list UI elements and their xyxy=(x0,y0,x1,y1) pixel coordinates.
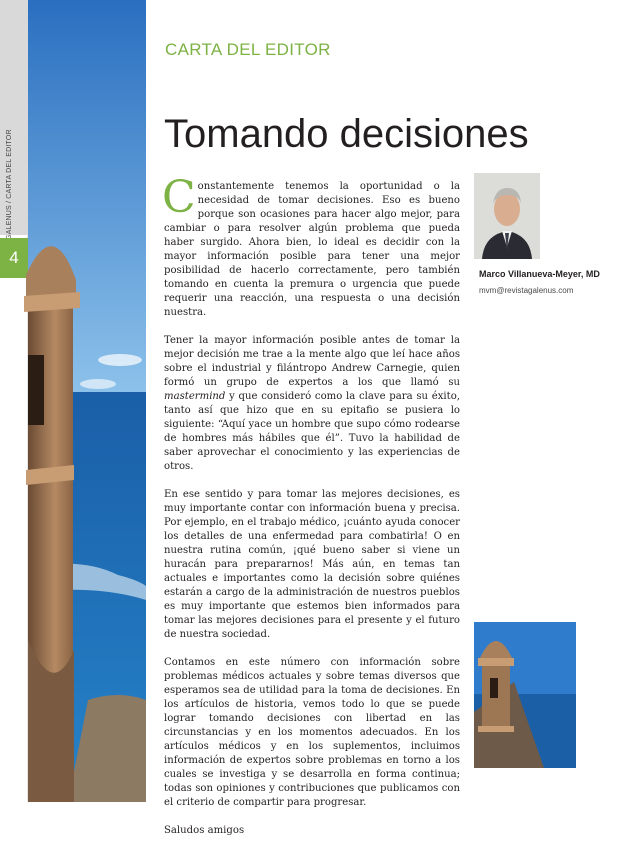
paragraph-3: En ese sentido y para tomar las mejores decisiones, es muy importante contar con información buena y precisa. Por ejemplo, en el trabajo médico, ¡cuánto ayuda conocer los detalles de una enfermedad para combatirla! O en nuestra rutina común, ¡qué bueno saber si viene un huracán para prepararnos! Más aún, en temas tan actuales e importantes como la decisión sobre quiénes estarán a cargo de la administración de nuestros pueblos es muy importante que estemos bien informados para tomar las mejores decisiones para el presente y el futuro de nuestra sociedad. xyxy=(164,489,460,640)
paragraph-1 xyxy=(162,172,460,320)
paragraph-2-text-b: y que consideró como la clave para su éxito, tanto así que hizo que en su epitafio se pusiera lo siguiente: “Aquí yace un hombre que supo cómo rodearse de hombres más hábiles que él”. Tuvo la habilidad de saber aprovechar el conocimiento y las experiencias de otros. xyxy=(164,391,460,472)
article-body xyxy=(162,172,460,852)
paragraph-2 xyxy=(164,334,460,474)
author-photo xyxy=(474,173,540,259)
paragraph-2-text-a: Tener la mayor información posible antes de tomar la mejor decisión me trae a la mente algo que leí hace años sobre el industrial y filántropo Andrew Carnegie, quien formó un grupo de expertos a los que llamó su xyxy=(164,335,460,388)
author-name: Marco Villanueva-Meyer, MD xyxy=(479,269,600,279)
margin-gray-band xyxy=(0,0,28,235)
small-sentry-box-photo xyxy=(474,622,576,768)
closing-line: Saludos amigos xyxy=(164,825,245,836)
author-email[interactable]: mvm@revistagalenus.com xyxy=(479,286,574,295)
sentry-box-illustration xyxy=(28,0,146,802)
mastermind-term: mastermind xyxy=(164,391,226,402)
left-margin-strip xyxy=(0,0,28,802)
paragraph-1-text: onstantemente tenemos la oportunidad o la necesidad de tomar decisiones. Eso es bueno porque son ocasiones para hacer algo mejor, para cambiar o para resolver algún problema que pueda haber surgido. Ahora bien, lo ideal es decidir con la mayor información posible para tener una mejor posibilidad de hacerlo correctamente, pero también tomando en cuenta la premura o urgencia que puede requerir una reacción, una respuesta o una decisión nuestra. xyxy=(164,181,460,318)
section-title: CARTA DEL EDITOR xyxy=(165,40,331,59)
drop-cap: C xyxy=(162,172,196,223)
article-headline: Tomando decisiones xyxy=(164,112,529,156)
page-number: 4 xyxy=(0,238,28,278)
paragraph-4: Contamos en este número con información sobre problemas médicos actuales y sobre temas diversos que esperamos sea de utilidad para la toma de decisiones. En los artículos de historia, vemos todo lo que se puede lograr tomando decisiones con libertad en las circunstancias y en los momentos adecuados. En los artículos médicos y en los suplementos, incluimos información de expertos sobre problemas en torno a los cuales se investiga y se desarrolla en forma continua; todas son opiniones y contribuciones que publicamos con el criterio de compartir para progresar. xyxy=(164,657,460,808)
sentry-box-photo xyxy=(28,0,146,802)
